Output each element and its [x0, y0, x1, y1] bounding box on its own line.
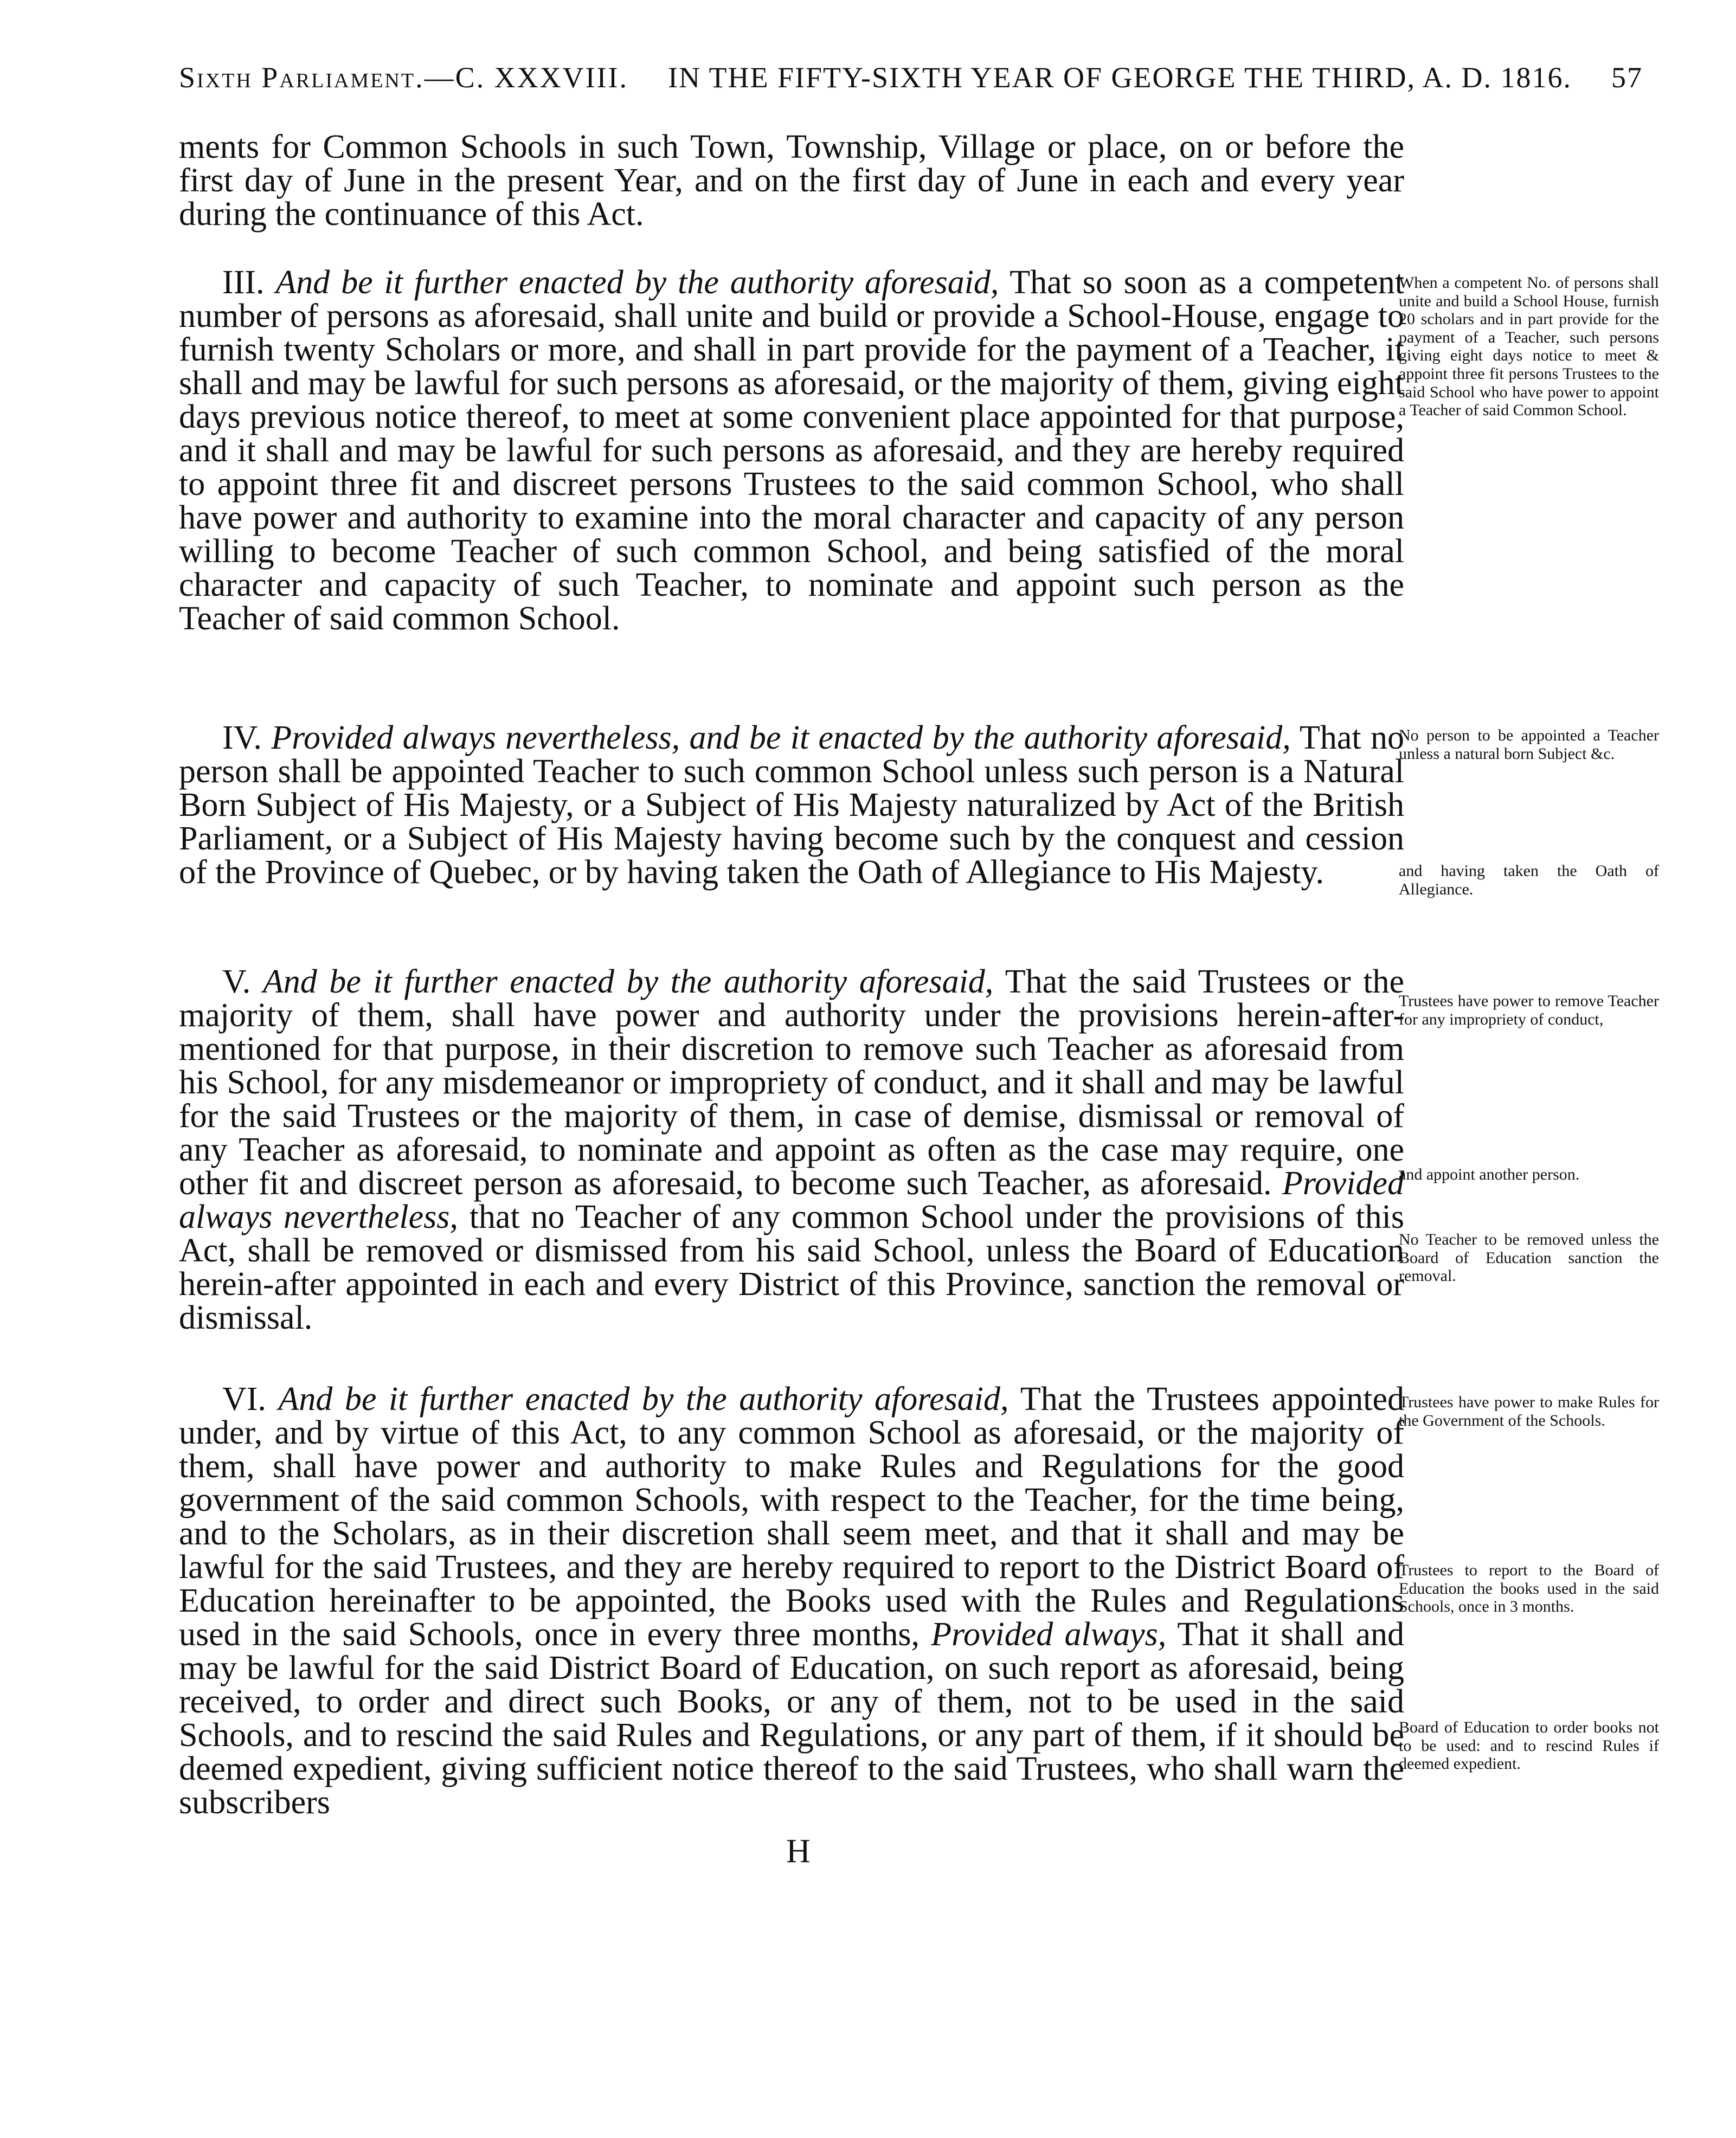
marginal-note: When a competent No. of persons shall unite and build a School House, furnish 20 scholars and in part provide for the payment of a Teacher, such persons giving eight days notice to meet & appoint three fit persons Trustees to the said School who have power to appoint a Teacher of said Common School.: [1399, 274, 1659, 420]
proviso-clause: Provided always nevertheless,: [179, 1165, 1405, 1235]
section-6: [179, 1382, 1404, 1819]
section-text: That the Trustees appointed under, and by virtue of this Act, to any common School as aforesaid, or the majority of them, shall have power and authority to make Rules and Regulations for the good government of the said common Schools, with respect to the Teacher, for the time being, and to the Scholars, as in their discretion shall seem meet, and that it shall and may be lawful for the said Trustees, and they are hereby required to report to the District Board of Education hereinafter to be appointed, the Books used with the Rules and Regulations used in the said Schools, once in every three months,: [179, 1381, 1405, 1653]
section-text: That so soon as a competent number of persons as aforesaid, shall unite and build or provide a School-House, engage to furnish twenty Scholars or more, and shall in part provide for the payment of a Teacher, it shall and may be lawful for such persons as aforesaid, or the majority of them, giving eight days previous notice thereof, to meet at some convenient place appointed for that purpose, and it shall and may be lawful for such persons as aforesaid, and they are hereby required to appoint three fit and discreet persons Trustees to the said common School, who shall have power and authority to examine into the moral character and capacity of any person willing to become Teacher of such common School, and being satisfied of the moral character and capacity of such Teacher, to nominate and appoint such person as the Teacher of said common School.: [179, 264, 1404, 637]
section-text: That no person shall be appointed Teacher to such common School unless such person is a Natural Born Subject of His Majesty, or a Subject of His Majesty naturalized by Act of the British Parliament, or a Subject of His Majesty having become such by the conquest and cession of the Province of Quebec, or by having taken the Oath of Allegiance to His Majesty.: [179, 719, 1404, 891]
marginal-note: Trustees have power to make Rules for the Government of the Schools.: [1399, 1393, 1659, 1429]
marginal-note: Board of Education to order books not to be used: and to rescind Rules if deemed expedient.: [1399, 1718, 1659, 1773]
marginal-note: No person to be appointed a Teacher unless a natural born Subject &c.: [1399, 726, 1659, 763]
section-numeral: VI.: [222, 1381, 266, 1418]
proviso-text: That it shall and may be lawful for the said District Board of Education, on such report as aforesaid, being received, to order and direct such Books, or any of them, not to be used in the said Schools, and to rescind the said Rules and Regulations, or any part of them, if it should be deemed expedient, giving sufficient notice thereof to the said Trustees, who shall warn the subscribers: [179, 1616, 1404, 1821]
proviso-text: that no Teacher of any common School under the provisions of this Act, shall be removed or dismissed from his said School, unless the Board of Education herein-after appointed in each and every District of this Province, sanction the removal or dismissal.: [179, 1199, 1405, 1336]
marginal-note: Trustees to report to the Board of Education the books used in the said Schools, once in 3 months.: [1399, 1561, 1659, 1616]
enacting-clause: And be it further enacted by the authority aforesaid,: [275, 264, 999, 301]
signature-mark: H: [786, 1833, 811, 1870]
running-head: [179, 61, 1643, 94]
enacting-clause: And be it further enacted by the authority aforesaid,: [278, 1381, 1009, 1418]
section-4: [179, 721, 1404, 889]
running-head-left: Sixth Parliament.—C. XXXVIII.: [179, 61, 629, 94]
running-head-center: IN THE FIFTY-SIXTH YEAR OF GEORGE THE THIRD, A. D. 1816.: [668, 61, 1572, 94]
section-numeral: III.: [222, 264, 265, 301]
marginal-note: and having taken the Oath of Allegiance.: [1399, 862, 1659, 898]
marginal-note: Trustees have power to remove Teacher for any impropriety of conduct,: [1399, 992, 1659, 1028]
marginal-note: No Teacher to be removed unless the Board of Education sanction the removal.: [1399, 1231, 1659, 1285]
section-numeral: V.: [222, 963, 251, 1000]
paragraph-text: ments for Common Schools in such Town, Township, Village or place, on or before the first day of June in the present Year, and on the first day of June in each and every year during the continuance of this Act.: [179, 128, 1404, 233]
section-5: [179, 965, 1404, 1335]
page-number: 57: [1611, 61, 1643, 94]
proviso-clause: Provided always,: [931, 1616, 1167, 1653]
section-numeral: IV.: [222, 719, 262, 756]
section-3: [179, 266, 1404, 635]
enacting-clause: And be it further enacted by the authority aforesaid,: [262, 963, 994, 1000]
section-text: That the said Trustees or the majority of them, shall have power and authority under the provisions herein-after-mentioned for that purpose, in their discretion to remove such Teacher as aforesaid from his School, for any misdemeanor or impropriety of conduct, and it shall and may be lawful for the said Trustees or the majority of them, in case of demise, dismissal or removal of any Teacher as aforesaid, to nominate and appoint as often as the case may require, one other fit and discreet person as aforesaid, to become such Teacher, as aforesaid.: [179, 963, 1404, 1202]
marginal-note: and appoint another person.: [1399, 1165, 1580, 1183]
enacting-clause: Provided always nevertheless, and be it enacted by the authority aforesaid,: [271, 719, 1291, 756]
paragraph-continuation: [179, 130, 1404, 231]
